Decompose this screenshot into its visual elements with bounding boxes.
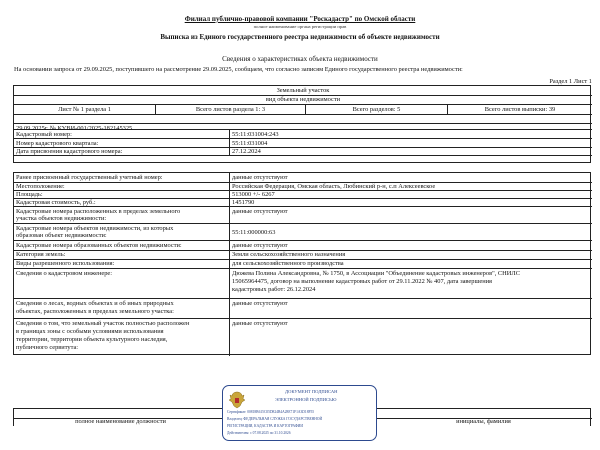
zone-label-1: Сведения о том, что земельный участок полностью расположен — [16, 320, 190, 327]
registrar-org-name: Филиал публично-правовой компании "Роскадастр" по Омской области — [184, 15, 416, 23]
cadastral-value-label: Кадастровая стоимость, руб.: — [16, 199, 96, 206]
section-sheet-label: Раздел 1 Лист 1 — [549, 78, 592, 85]
derived-objects-label: Кадастровые номера образованных объектов недвижимости: — [16, 242, 182, 249]
sheets-in-section: Всего листов раздела 1: 3 — [195, 106, 266, 113]
assignment-date-value: 27.12.2024 — [232, 148, 261, 155]
position-caption: полное наименование должности — [75, 418, 166, 425]
located-objects-label-2: участка объектов недвижимости: — [16, 215, 107, 222]
permitted-use-value: для сельскохозяйственного производства — [232, 260, 344, 267]
located-objects-value: данные отсутствуют — [232, 208, 288, 215]
electronic-signature-stamp — [222, 385, 377, 441]
sections-total: Всего разделов: 5 — [352, 106, 401, 113]
name-caption: инициалы, фамилия — [456, 418, 511, 425]
engineer-value-3: кадастровых работ: 26.12.2024 — [232, 286, 316, 293]
state-emblem-icon — [228, 390, 246, 410]
area-label: Площадь: — [16, 191, 43, 198]
document-subtitle: Сведения о характеристиках объекта недвижимости — [222, 55, 378, 63]
cadastral-quarter-value: 55:11:031004 — [232, 140, 268, 147]
sheets-total: Всего листов выписки: 39 — [484, 106, 556, 113]
prev-number-label: Ранее присвоенный государственный учетный номер: — [16, 174, 163, 181]
natural-objects-label-2: объектах, расположенных в пределах земельного участка: — [16, 308, 174, 315]
derived-objects-value: данные отсутствуют — [232, 242, 288, 249]
cadastral-number-value: 55:11:031004:243 — [232, 131, 279, 138]
statement-date-number: 29.09.2025г. № КУВИ-001/2025-182145325 — [16, 125, 133, 132]
assignment-date-label: Дата присвоения кадастрового номера: — [16, 148, 123, 155]
object-type-caption: вид объекта недвижимости — [265, 96, 341, 103]
engineer-value-1: Дюжева Полина Александровна, № 1750, в Ассоциации "Объединение кадастровых инженеров", СНИЛС — [232, 270, 520, 277]
zone-label-4: публичного сервитута: — [16, 344, 79, 351]
land-category-label: Категория земель: — [16, 251, 66, 258]
engineer-label: Сведения о кадастровом инженере: — [16, 270, 113, 277]
location-label: Местоположение: — [16, 183, 65, 190]
permitted-use-label: Виды разрешенного использования: — [16, 260, 115, 267]
land-category-value: Земли сельскохозяйственного назначения — [232, 251, 346, 258]
cadastral-number-label: Кадастровый номер: — [16, 131, 72, 138]
stamp-line-1: ДОКУМЕНТ ПОДПИСАН — [285, 389, 338, 394]
stamp-line-2: ЭЛЕКТРОННОЙ ПОДПИСЬЮ — [275, 397, 337, 402]
object-type: Земельный участок — [276, 87, 330, 94]
cadastral-value-value: 1451790 — [232, 199, 255, 206]
located-objects-label-1: Кадастровые номера расположенных в пределах земельного — [16, 208, 181, 215]
natural-objects-value: данные отсутствуют — [232, 300, 288, 307]
zone-label-2: в границах зоны с особыми условиями использования — [16, 328, 164, 335]
stamp-certificate: Сертификат: 00818B615C05D824B4A28E71F1A3D18F55 — [227, 410, 315, 414]
area-value: 513000 +/- 6267 — [232, 191, 275, 198]
location-value: Российская Федерация, Омская область, Любинский р-н, с.п Алексеевское — [232, 183, 436, 190]
request-statement: На основании запроса от 29.09.2025, поступившего на рассмотрение 29.09.2025, сообщаем, что согласно записям Единого государственного реестра недвижимости: — [14, 66, 463, 73]
registrar-org-caption: полное наименование органа регистрации прав — [253, 24, 347, 29]
stamp-owner-2: РЕГИСТРАЦИИ, КАДАСТРА И КАРТОГРАФИИ — [227, 424, 303, 428]
engineer-value-2: 15065964475, договор на выполнение кадастровых работ от 29.11.2022 № 407, дата завершения — [232, 278, 492, 285]
stamp-valid: Действителен: с 07.08.2025 по 31.10.2026 — [227, 431, 291, 435]
source-objects-value: 55:11:000000:63 — [232, 229, 276, 236]
natural-objects-label-1: Сведения о лесах, водных объектах и об иных природных — [16, 300, 174, 307]
source-objects-label-2: образован объект недвижимости: — [16, 232, 107, 239]
stamp-owner: Владелец: ФЕДЕРАЛЬНАЯ СЛУЖБА ГОСУДАРСТВЕННОЙ — [227, 417, 323, 421]
document-title: Выписка из Единого государственного реестра недвижимости об объекте недвижимости — [160, 33, 440, 41]
details-table — [13, 172, 591, 355]
cadastral-quarter-label: Номер кадастрового квартала: — [16, 140, 99, 147]
zone-value: данные отсутствуют — [232, 320, 288, 327]
source-objects-label-1: Кадастровые номера объектов недвижимости, из которых — [16, 225, 174, 232]
sheet-number: Лист № 1 раздела 1 — [58, 106, 111, 113]
zone-label-3: территории, территории объекта культурного наследия, — [16, 336, 168, 343]
prev-number-value: данные отсутствуют — [232, 174, 288, 181]
summary-table — [13, 85, 591, 163]
